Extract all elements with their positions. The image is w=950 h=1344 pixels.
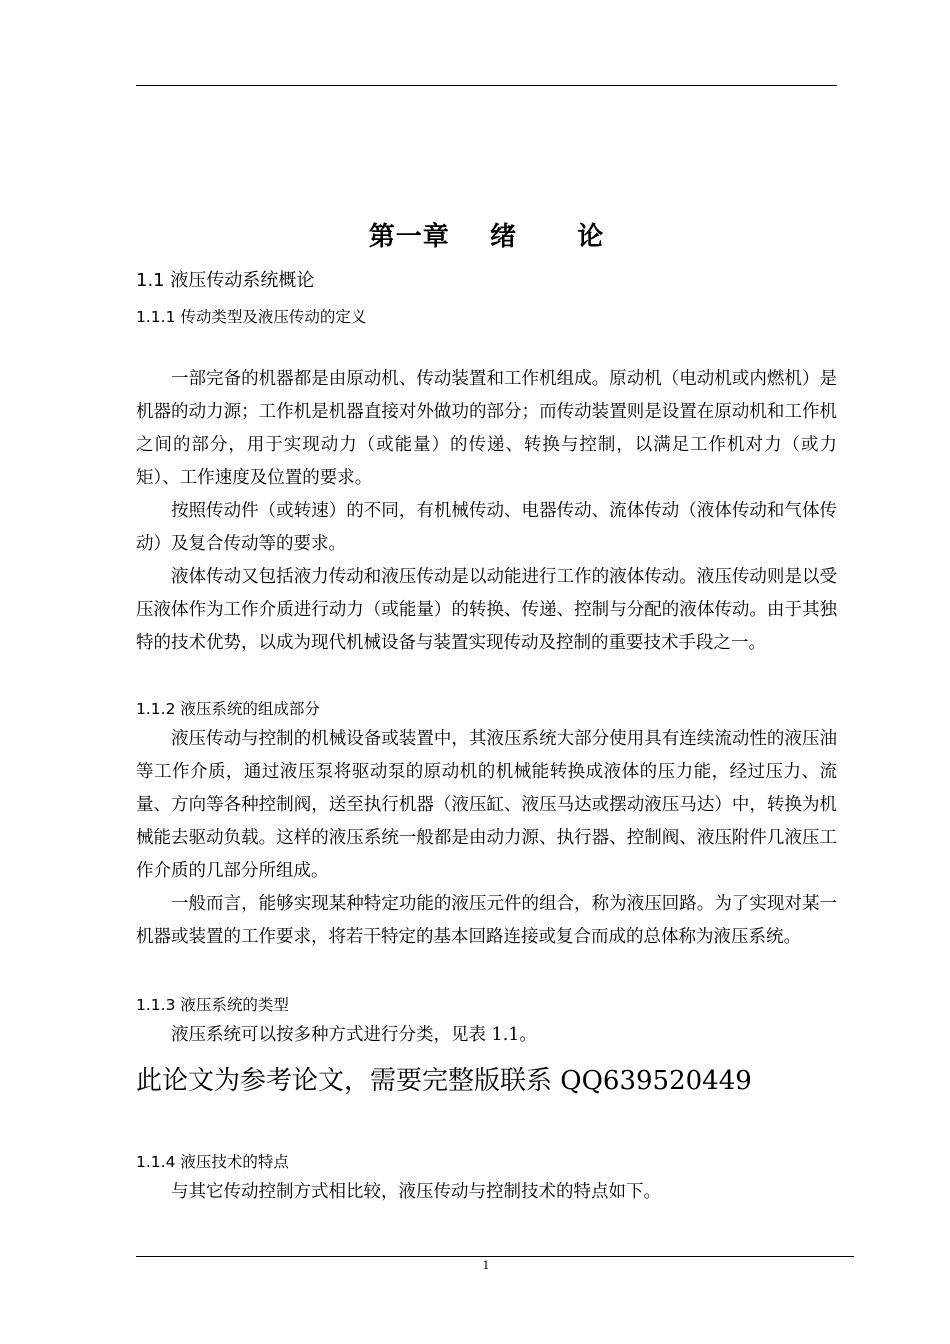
paragraph: 液压传动与控制的机械设备或装置中，其液压系统大部分使用具有连续流动性的液压油等工作介质，通过液压泵将驱动泵的原动机的机械能转换成液体的压力能，经过压力、流量、方向等各种控制阀，送至执行机器（液压缸、液压马达或摆动液压马达）中，转换为机械能去驱动负载。这样的液压系统一般都是由动力源、执行器、控制阀、液压附件几液压工作介质的几部分所组成。 — [136, 729, 837, 881]
subsection-heading: 1.1.1 传动类型及液压传动的定义 — [136, 308, 367, 326]
paragraph: 液体传动又包括液力传动和液压传动是以动能进行工作的液体传动。液压传动则是以受压液体作为工作介质进行动力（或能量）的转换、传递、控制与分配的液体传动。由于其独特的技术优势，以成为现代机械设备与装置实现传动及控制的重要技术手段之一。 — [136, 567, 837, 653]
footer-rule — [136, 1256, 854, 1257]
contact-notice: 此论文为参考论文，需要完整版联系 QQ639520449 — [136, 1066, 752, 1096]
subsection-heading: 1.1.4 液压技术的特点 — [136, 1153, 289, 1171]
paragraph: 一般而言，能够实现某种特定功能的液压元件的组合，称为液压回路。为了实现对某一机器或装置的工作要求，将若干特定的基本回路连接或复合而成的总体称为液压系统。 — [136, 894, 837, 947]
subsection-heading: 1.1.3 液压系统的类型 — [136, 996, 289, 1014]
section-heading: 1.1 液压传动系统概论 — [136, 270, 315, 291]
paragraph: 液压系统可以按多种方式进行分类，见表 1.1。 — [171, 1025, 537, 1045]
paragraph: 与其它传动控制方式相比较，液压传动与控制技术的特点如下。 — [171, 1182, 661, 1202]
page-number: 1 — [482, 1259, 490, 1272]
paragraph: 按照传动件（或转速）的不同，有机械传动、电器传动、流体传动（液体传动和气体传动）及复合传动等的要求。 — [136, 501, 837, 554]
header-rule — [136, 85, 837, 86]
chapter-title: 第一章 绪 论 — [368, 222, 605, 252]
subsection-heading: 1.1.2 液压系统的组成部分 — [136, 700, 320, 718]
paragraph: 一部完备的机器都是由原动机、传动装置和工作机组成。原动机（电动机或内燃机）是机器的动力源；工作机是机器直接对外做功的部分；而传动装置则是设置在原动机和工作机之间的部分，用于实现动力（或能量）的传递、转换与控制，以满足工作机对力（或力矩）、工作速度及位置的要求。 — [136, 369, 837, 488]
